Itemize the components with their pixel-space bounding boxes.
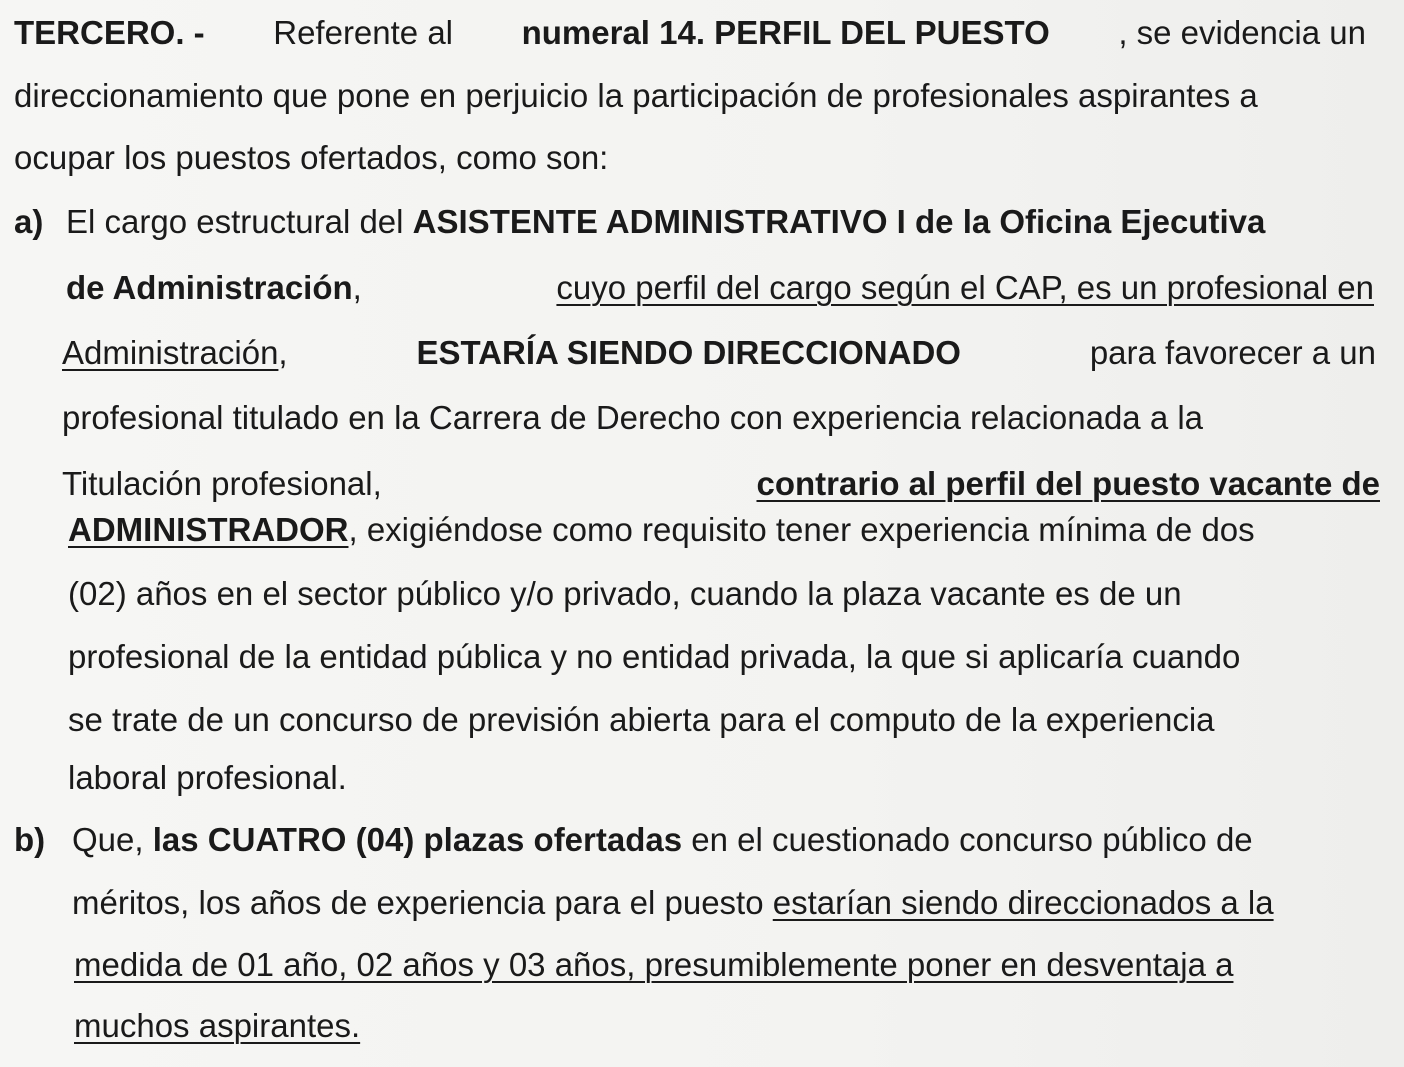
- item-b-line-2: [72, 883, 1274, 923]
- tercero-line-1: [14, 13, 1366, 53]
- item-a-marker: a): [14, 203, 44, 240]
- item-a-line-5-text-a: Titulación profesional,: [62, 465, 382, 502]
- tercero-heading: TERCERO. -: [14, 14, 205, 51]
- tercero-line-2: direccionamiento que pone en perjuicio la participación de profesionales aspirantes a: [14, 77, 1258, 114]
- item-a-line-2-text-b: ,: [352, 269, 362, 306]
- item-a-line-7: (02) años en el sector público y/o privado, cuando la plaza vacante es de un: [68, 575, 1182, 612]
- item-a-line-6: [68, 510, 1255, 550]
- item-a-line-3-text-b: ,: [278, 334, 288, 371]
- item-b-line-1: [72, 820, 1253, 860]
- item-b-line-4: muchos aspirantes.: [74, 1007, 361, 1044]
- item-a-line-2: [66, 268, 1374, 308]
- item-a-line-3-text-c: ESTARÍA SIENDO DIRECCIONADO: [416, 334, 961, 371]
- item-a-line-10: laboral profesional.: [68, 759, 347, 796]
- item-b-line-1-text-c: en el cuestionado concurso público de: [691, 821, 1253, 858]
- item-b-marker: b): [14, 821, 46, 858]
- tercero-line-3: ocupar los puestos ofertados, como son:: [14, 139, 609, 176]
- item-a-line-1-text-b: ASISTENTE ADMINISTRATIVO I de la Oficina Ejecutiva: [412, 203, 1266, 240]
- item-a-line-1: [66, 202, 1265, 242]
- item-a-line-5: [62, 464, 1380, 504]
- item-b-line-1-text-a: Que,: [72, 821, 144, 858]
- item-a-line-5-text-b: contrario al perfil del puesto vacante de: [756, 465, 1380, 502]
- tercero-line-1-text-b: numeral 14. PERFIL DEL PUESTO: [521, 14, 1050, 51]
- item-b-line-2-text-a: méritos, los años de experiencia para el puesto: [72, 884, 764, 921]
- item-a-line-4: profesional titulado en la Carrera de Derecho con experiencia relacionada a la: [62, 399, 1204, 436]
- tercero-line-1-text-a: Referente al: [273, 14, 454, 51]
- item-a-line-2-text-c: cuyo perfil del cargo según el CAP, es un profesional en: [556, 269, 1374, 306]
- item-a-line-9: se trate de un concurso de previsión abierta para el computo de la experiencia: [68, 701, 1215, 738]
- item-b-line-3: medida de 01 año, 02 años y 03 años, presumiblemente poner en desventaja a: [74, 946, 1234, 983]
- tercero-line-1-text-c: , se evidencia un: [1118, 14, 1366, 51]
- item-a-line-8: profesional de la entidad pública y no entidad privada, la que si aplicaría cuando: [68, 638, 1241, 675]
- item-b-line-2-text-b: estarían siendo direccionados a la: [772, 884, 1274, 921]
- item-a-line-3: [62, 333, 1376, 373]
- item-a-line-2-text-a: de Administración: [66, 269, 353, 306]
- item-b-line-1-text-b: las CUATRO (04) plazas ofertadas: [152, 821, 683, 858]
- item-a-line-6-text-a: ADMINISTRADOR: [68, 511, 349, 548]
- item-a-line-3-text-a: Administración: [62, 334, 279, 371]
- item-a-line-1-text-a: El cargo estructural del: [66, 203, 404, 240]
- item-a-line-6-text-b: , exigiéndose como requisito tener experiencia mínima de dos: [348, 511, 1255, 548]
- item-a-line-3-text-d: para favorecer a un: [1089, 334, 1376, 371]
